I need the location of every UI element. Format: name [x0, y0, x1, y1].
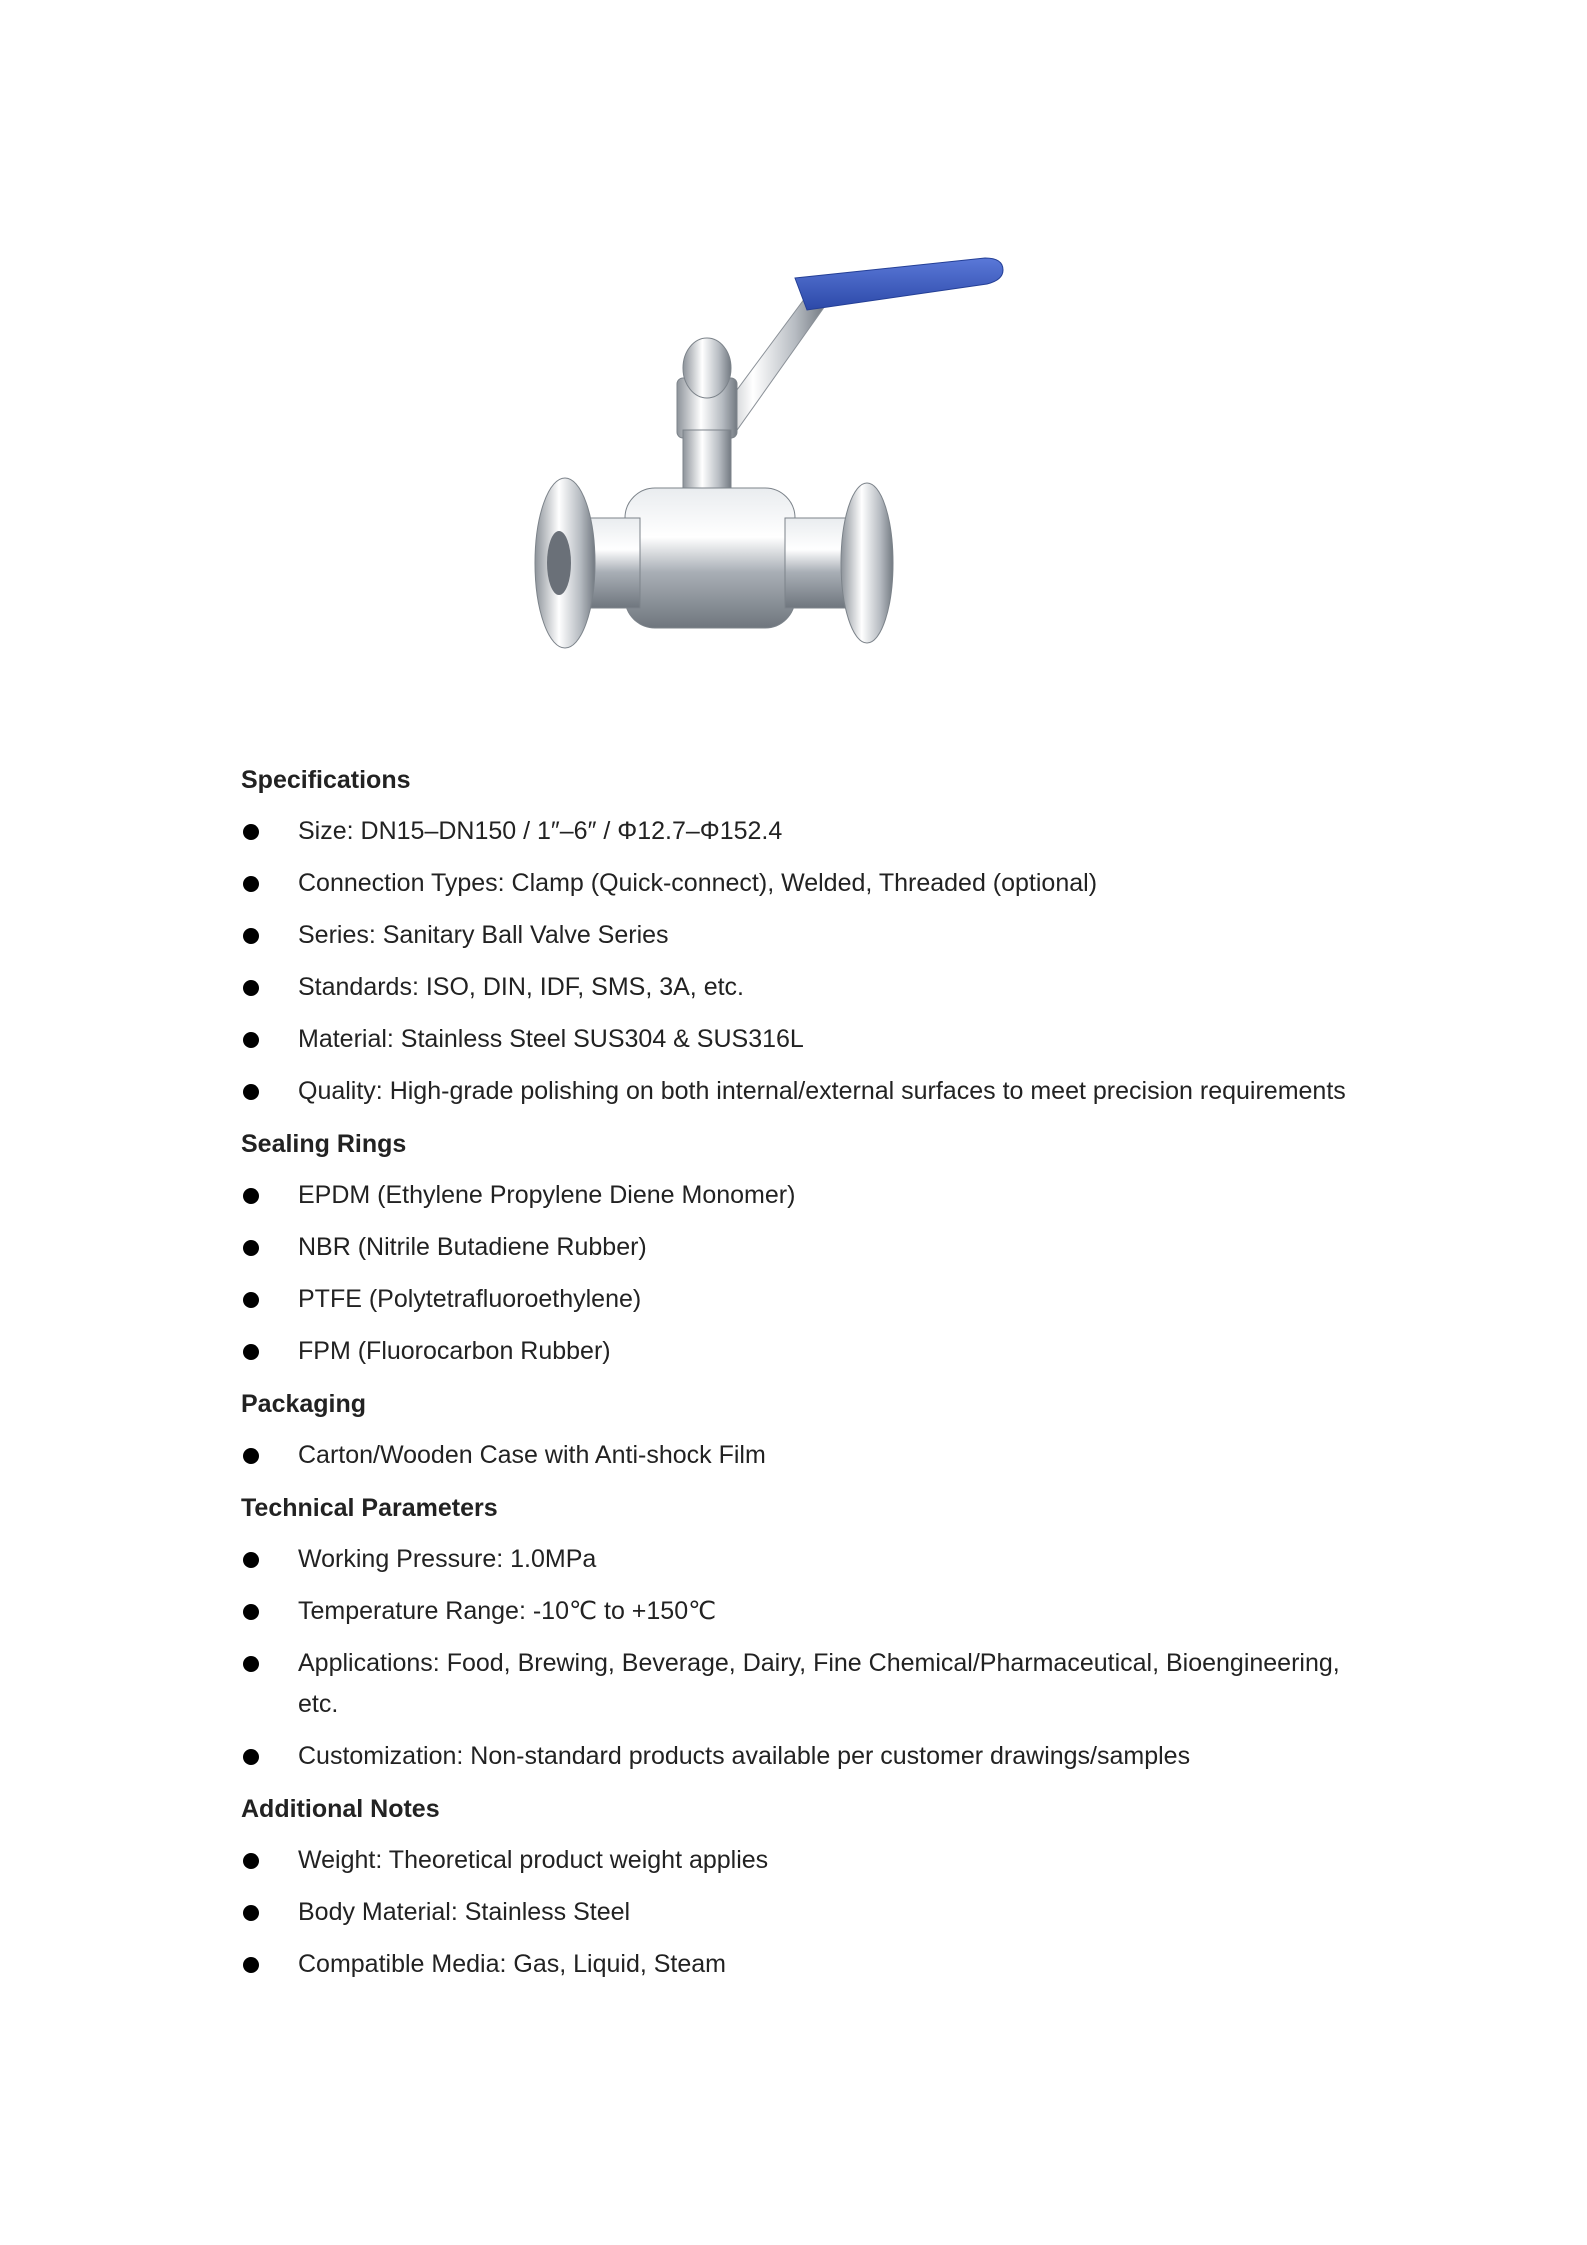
list-item — [241, 1892, 1361, 1933]
list-item — [241, 1840, 1361, 1881]
bullet-list — [241, 1435, 1361, 1476]
list-item — [241, 915, 1361, 956]
bullet-icon — [243, 1749, 259, 1765]
list-item — [241, 1227, 1361, 1268]
list-item-text: Standards: ISO, DIN, IDF, SMS, 3A, etc. — [298, 973, 744, 1001]
section-specifications — [241, 760, 1361, 1112]
list-item-text: Weight: Theoretical product weight applies — [298, 1846, 769, 1874]
bullet-icon — [243, 1448, 259, 1464]
bullet-icon — [243, 1656, 259, 1672]
bullet-icon — [243, 928, 259, 944]
bullet-icon — [243, 1084, 259, 1100]
bullet-icon — [243, 1905, 259, 1921]
section-title: Packaging — [241, 1390, 367, 1418]
list-item-text: Material: Stainless Steel SUS304 & SUS316L — [298, 1025, 804, 1053]
list-item — [241, 1591, 1361, 1632]
list-item — [241, 1539, 1361, 1580]
list-item-text: PTFE (Polytetrafluoroethylene) — [298, 1285, 642, 1313]
list-item — [241, 1736, 1361, 1777]
list-item-text: Compatible Media: Gas, Liquid, Steam — [298, 1950, 726, 1978]
bullet-icon — [243, 1552, 259, 1568]
product-image — [455, 218, 1135, 688]
list-item-text: Carton/Wooden Case with Anti-shock Film — [298, 1441, 766, 1469]
ball-valve-icon — [455, 218, 1135, 688]
bullet-icon — [243, 1292, 259, 1308]
list-item-text: Applications: Food, Brewing, Beverage, Dairy, Fine Chemical/Pharmaceutical, Bioengineering, etc. — [298, 1649, 1340, 1718]
bullet-icon — [243, 824, 259, 840]
section-packaging — [241, 1384, 1361, 1476]
bullet-list — [241, 1175, 1361, 1372]
section-title: Technical Parameters — [241, 1494, 498, 1522]
section-title: Sealing Rings — [241, 1130, 407, 1158]
bullet-list — [241, 811, 1361, 1112]
list-item — [241, 1071, 1361, 1112]
bullet-icon — [243, 1957, 259, 1973]
list-item-text: Body Material: Stainless Steel — [298, 1898, 631, 1926]
list-item-text: EPDM (Ethylene Propylene Diene Monomer) — [298, 1181, 796, 1209]
list-item — [241, 811, 1361, 852]
list-item — [241, 1435, 1361, 1476]
list-item-text: Size: DN15–DN150 / 1″–6″ / Φ12.7–Φ152.4 — [298, 817, 783, 845]
list-item — [241, 1331, 1361, 1372]
section-technical-parameters — [241, 1488, 1361, 1777]
list-item-text: Series: Sanitary Ball Valve Series — [298, 921, 669, 949]
bullet-icon — [243, 1188, 259, 1204]
bullet-icon — [243, 1853, 259, 1869]
bullet-list — [241, 1539, 1361, 1777]
bullet-icon — [243, 1032, 259, 1048]
list-item-text: Working Pressure: 1.0MPa — [298, 1545, 597, 1573]
bullet-icon — [243, 1604, 259, 1620]
list-item — [241, 1279, 1361, 1320]
bullet-list — [241, 1840, 1361, 1985]
list-item — [241, 967, 1361, 1008]
list-item — [241, 863, 1361, 904]
section-sealing-rings — [241, 1124, 1361, 1372]
section-title: Specifications — [241, 766, 411, 794]
bullet-icon — [243, 980, 259, 996]
list-item-text: Connection Types: Clamp (Quick-connect), Welded, Threaded (optional) — [298, 869, 1098, 897]
list-item — [241, 1643, 1361, 1725]
list-item-text: Customization: Non-standard products available per customer drawings/samples — [298, 1742, 1191, 1770]
list-item-text: Quality: High-grade polishing on both internal/external surfaces to meet precision requirements — [298, 1077, 1346, 1105]
list-item — [241, 1175, 1361, 1216]
section-additional-notes — [241, 1789, 1361, 1985]
bullet-icon — [243, 876, 259, 892]
list-item — [241, 1019, 1361, 1060]
list-item-text: NBR (Nitrile Butadiene Rubber) — [298, 1233, 647, 1261]
section-title: Additional Notes — [241, 1795, 440, 1823]
bullet-icon — [243, 1344, 259, 1360]
list-item — [241, 1944, 1361, 1985]
bullet-icon — [243, 1240, 259, 1256]
list-item-text: FPM (Fluorocarbon Rubber) — [298, 1337, 611, 1365]
list-item-text: Temperature Range: -10℃ to +150℃ — [298, 1597, 717, 1625]
spec-content — [241, 760, 1361, 1985]
